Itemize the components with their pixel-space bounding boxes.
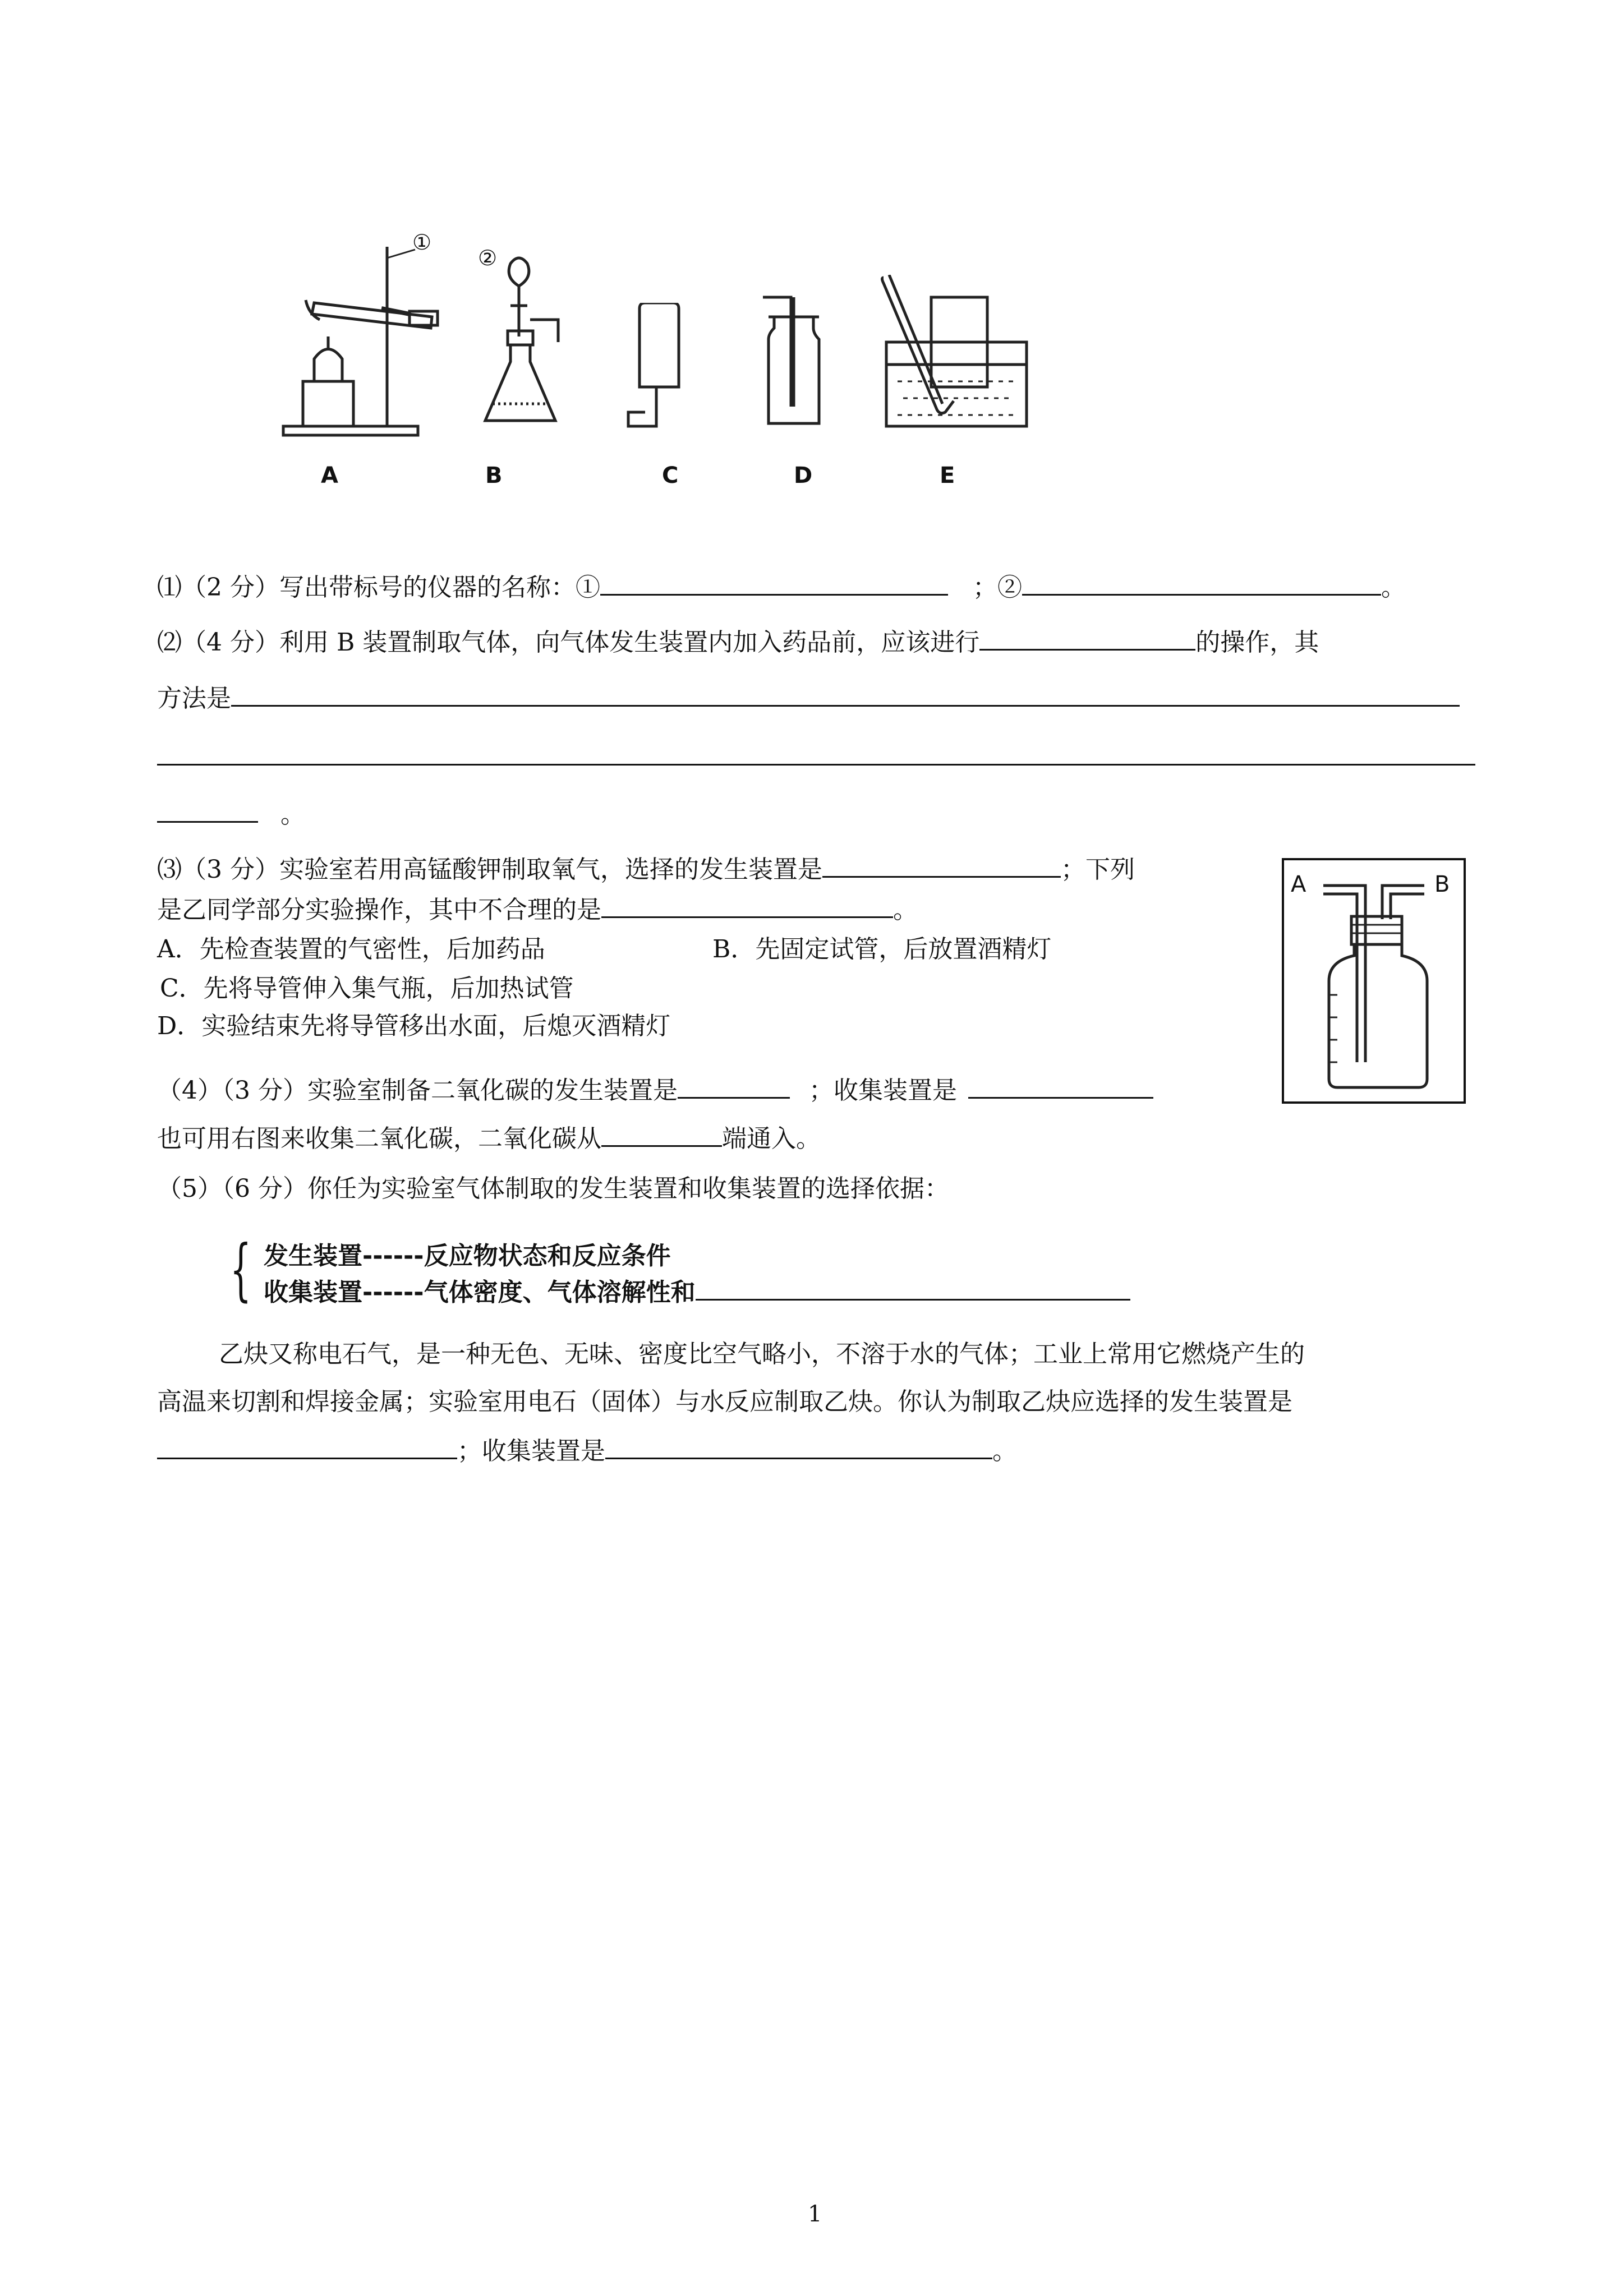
marker-1: ① [412, 230, 432, 255]
q2-text-a: ⑵（4 分）利用 B 装置制取气体，向气体发生装置内加入药品前，应该进行 [157, 628, 980, 657]
q2-answer-line[interactable] [157, 764, 1475, 766]
label-c: C [662, 463, 679, 488]
q2-text-b: 的操作，其 [1195, 628, 1319, 657]
question-2-end [157, 796, 305, 832]
marker-2: ② [478, 246, 498, 270]
question-2 [157, 624, 1319, 660]
q2-end: 。 [280, 800, 305, 829]
q3-option-b: B．先固定试管，后放置酒精灯 [712, 935, 1052, 963]
q3-option-a: A．先检查装置的气密性，后加药品 [157, 935, 545, 963]
q3-text-c: 是乙同学部分实验操作，其中不合理的是 [157, 896, 601, 924]
q3-text-b: ；下列 [1060, 855, 1135, 884]
q5-brace-line-2-text: 收集装置------气体密度、气体溶解性和 [264, 1278, 696, 1307]
acetylene-line-1: 乙炔又称电石气，是一种无色、无味、密度比空气略小，不溶于水的气体；工业上常用它燃烧产生的 [219, 1340, 1305, 1368]
q3-blank-unreasonable[interactable] [601, 892, 893, 918]
q4-text-d: 端通入。 [722, 1124, 821, 1153]
bottle-label-a: A [1291, 872, 1306, 897]
apparatus-d-image [757, 294, 830, 432]
q3-blank-device[interactable] [822, 851, 1061, 878]
acetylene-blank-device[interactable] [157, 1433, 457, 1459]
apparatus-e-image [875, 275, 1038, 437]
q2-blank-operation[interactable] [979, 624, 1195, 651]
question-2-method [157, 680, 1460, 716]
q5-blank-collect-basis[interactable] [696, 1274, 1130, 1301]
apparatus-c-image [623, 303, 690, 432]
q5-brace: { [230, 1231, 252, 1309]
q3-option-c: C．先将导管伸入集气瓶，后加热试管 [160, 974, 574, 1003]
question-4 [157, 1072, 1153, 1108]
q2-blank-end[interactable] [157, 796, 258, 823]
q2-blank-method[interactable] [231, 680, 1460, 707]
label-a: A [321, 463, 338, 488]
question-3 [157, 851, 1135, 887]
q4-blank-device[interactable] [678, 1072, 790, 1099]
q1-blank-2[interactable] [1022, 569, 1381, 596]
q3-text-a: ⑶（3 分）实验室若用高锰酸钾制取氧气，选择的发生装置是 [157, 855, 822, 884]
question-3-line2 [157, 892, 918, 927]
label-e: E [940, 463, 955, 488]
acetylene-text-b: ；收集装置是 [457, 1437, 605, 1465]
question-1 [157, 569, 1406, 605]
label-d: D [794, 463, 813, 488]
q1-text-a: ⑴（2 分）写出带标号的仪器的名称：① [157, 573, 600, 602]
bottle-label-b: B [1434, 872, 1450, 897]
apparatus-figure [269, 230, 1038, 499]
acetylene-blank-collect[interactable] [605, 1433, 992, 1459]
q5-brace-line-1: 发生装置------反应物状态和反应条件 [264, 1242, 671, 1270]
page-number: 1 [808, 2201, 822, 2227]
q2-text-c: 方法是 [157, 684, 231, 713]
q4-blank-collect[interactable] [968, 1072, 1153, 1099]
q1-blank-1[interactable] [600, 569, 948, 596]
q1-text-c: 。 [1381, 573, 1406, 602]
q4-text-c: 也可用右图来收集二氧化碳，二氧化碳从 [157, 1124, 601, 1153]
gas-bottle-image [1284, 860, 1464, 1101]
acetylene-text-c: 。 [992, 1437, 1017, 1465]
question-5: （5）（6 分）你任为实验室气体制取的发生装置和收集装置的选择依据： [157, 1174, 949, 1203]
q1-text-b: ；② [972, 573, 1022, 602]
acetylene-line-3 [157, 1433, 1017, 1468]
q4-text-b: ；收集装置是 [808, 1076, 957, 1105]
apparatus-a-image [275, 236, 460, 443]
label-b: B [485, 463, 503, 488]
acetylene-line-2: 高温来切割和焊接金属；实验室用电石（固体）与水反应制取乙炔。你认为制取乙炔应选择的发生装置是 [157, 1387, 1292, 1416]
q3-text-d: 。 [893, 896, 918, 924]
question-4-line2 [157, 1121, 821, 1156]
apparatus-b-image [477, 252, 567, 437]
q5-brace-line-2 [264, 1274, 1130, 1310]
gas-bottle-figure [1282, 858, 1466, 1104]
q4-blank-end[interactable] [601, 1121, 722, 1147]
q3-option-d: D．实验结束先将导管移出水面，后熄灭酒精灯 [157, 1012, 671, 1040]
q4-text-a: （4）（3 分）实验室制备二氧化碳的发生装置是 [157, 1076, 678, 1105]
